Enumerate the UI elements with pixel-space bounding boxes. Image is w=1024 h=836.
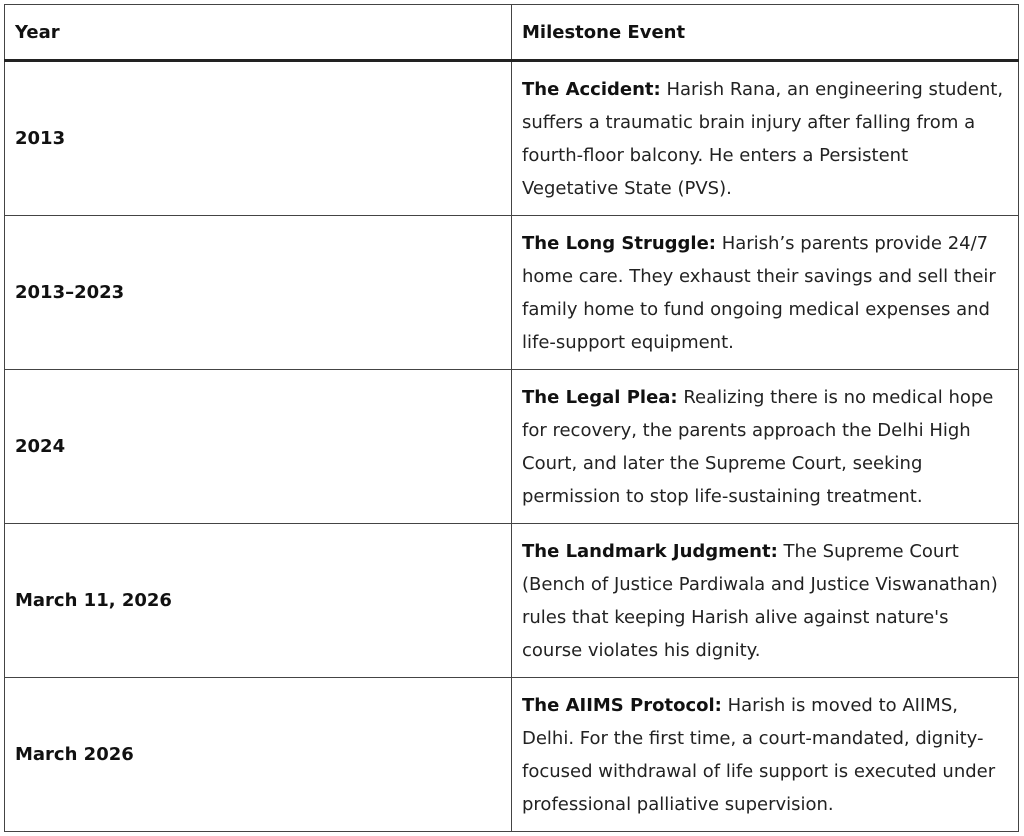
table-row	[5, 524, 1019, 678]
header-row	[5, 5, 1019, 61]
event-cell	[512, 678, 1019, 832]
milestone-event-column-header: Milestone Event	[512, 5, 1019, 61]
event-cell	[512, 216, 1019, 370]
event-description: Harish Rana, an engineering student, suffers a traumatic brain injury after falling from a fourth-floor balcony. He enters a Persistent Vegetative State (PVS).	[522, 78, 1004, 199]
year-column-header: Year	[5, 5, 512, 61]
event-cell	[512, 524, 1019, 678]
year-cell: 2013	[5, 61, 512, 216]
event-description: The Supreme Court (Bench of Justice Pardiwala and Justice Viswanathan) rules that keeping Harish alive against nature's course violates his dignity.	[522, 540, 998, 661]
event-cell	[512, 370, 1019, 524]
event-title: The Accident:	[522, 78, 661, 100]
year-cell: March 11, 2026	[5, 524, 512, 678]
table-row	[5, 216, 1019, 370]
year-cell: March 2026	[5, 678, 512, 832]
year-cell: 2013–2023	[5, 216, 512, 370]
milestone-timeline-table	[4, 4, 1019, 832]
event-title: The Long Struggle:	[522, 232, 716, 254]
event-description: Harish is moved to AIIMS, Delhi. For the first time, a court-mandated, dignity-focused withdrawal of life support is executed under professional palliative supervision.	[522, 694, 996, 815]
event-title: The AIIMS Protocol:	[522, 694, 722, 716]
event-title: The Landmark Judgment:	[522, 540, 778, 562]
table-row	[5, 678, 1019, 832]
event-title: The Legal Plea:	[522, 386, 678, 408]
table-header	[5, 5, 1019, 61]
event-cell	[512, 61, 1019, 216]
table-row	[5, 61, 1019, 216]
table-row	[5, 370, 1019, 524]
year-cell: 2024	[5, 370, 512, 524]
event-description: Harish’s parents provide 24/7 home care. They exhaust their savings and sell their family home to fund ongoing medical expenses and life-support equipment.	[522, 232, 996, 353]
table-body	[5, 61, 1019, 832]
event-description: Realizing there is no medical hope for recovery, the parents approach the Delhi High Court, and later the Supreme Court, seeking permission to stop life-sustaining treatment.	[522, 386, 994, 507]
